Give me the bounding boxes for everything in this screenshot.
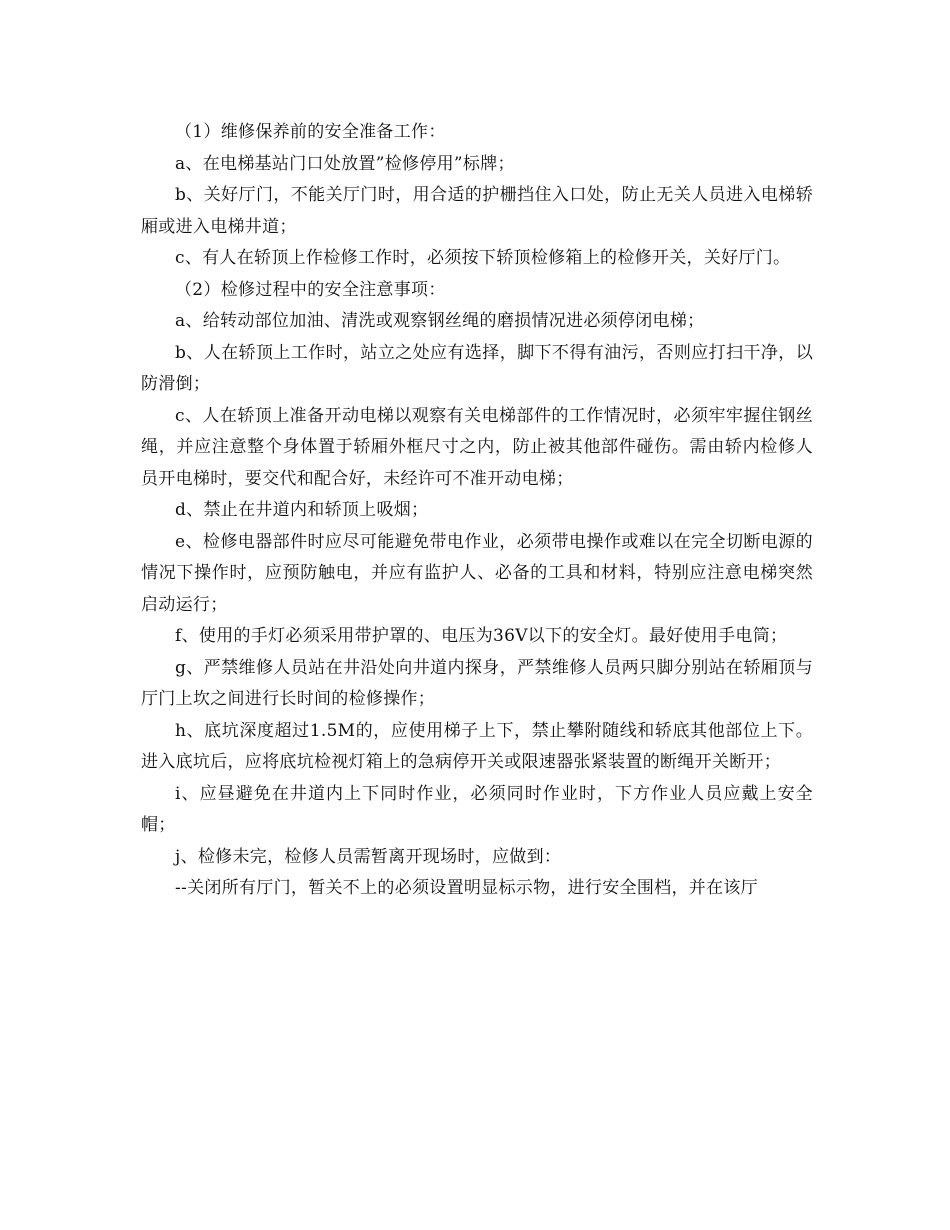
paragraph-item-j: j、检修未完，检修人员需暂离开现场时，应做到： (175, 846, 562, 867)
paragraph-item-a: a、在电梯基站门口处放置”检修停用”标牌； (175, 153, 515, 174)
paragraph-continuation: --关闭所有厅门，暂关不上的必须设置明显标示物，进行安全围档，并在该厅 (175, 878, 758, 898)
section-heading-2: （2）检修过程中的安全注意事项： (175, 279, 446, 300)
paragraph-item-d: d、禁止在井道内和轿顶上吸烟； (175, 500, 429, 520)
paragraph-item-c: c、人在轿顶上准备开动电梯以观察有关电梯部件的工作情况时，必须牢牢握住钢丝绳，并应注意整个身体置于轿厢外框尺寸之内，防止被其他部件碰伤。需由轿内检修人员开电梯时，要交代和配合好，未经许可不准开动电梯； (141, 405, 813, 489)
section-heading-1: （1）维修保养前的安全准备工作： (175, 122, 446, 142)
paragraph-item-b: b、关好厅门，不能关厅门时，用合适的护栅挡住入口处，防止无关人员进入电梯轿厢或进入电梯井道； (141, 185, 813, 237)
paragraph-item-a: a、给转动部位加油、清洗或观察钢丝绳的磨损情况进必须停闭电梯； (175, 311, 705, 331)
document-body (141, 117, 813, 905)
paragraph-item-b: b、人在轿顶上工作时，站立之处应有选择，脚下不得有油污，否则应打扫干净，以防滑倒； (141, 342, 813, 394)
paragraph-item-e: e、检修电器部件时应尽可能避免带电作业，必须带电操作或难以在完全切断电源的情况下操作时，应预防触电，并应有监护人、必备的工具和材料，特别应注意电梯突然启动运行； (141, 531, 813, 615)
paragraph-item-c: c、有人在轿顶上作检修工作时，必须按下轿顶检修箱上的检修开关，关好厅门。 (175, 248, 791, 268)
paragraph-item-f: f、使用的手灯必须采用带护罩的、电压为36V以下的安全灯。最好使用手电筒； (175, 626, 788, 646)
paragraph-item-i: i、应昼避免在井道内上下同时作业，必须同时作业时，下方作业人员应戴上安全帽； (141, 783, 813, 835)
paragraph-item-g: g、严禁维修人员站在井沿处向井道内探身，严禁维修人员两只脚分别站在轿厢顶与厅门上坎之间进行长时间的检修操作； (141, 657, 813, 709)
paragraph-item-h: h、底坑深度超过1.5M的，应使用梯子上下，禁止攀附随线和轿底其他部位上下。进入底坑后，应将底坑检视灯箱上的急病停开关或限速器张紧装置的断绳开关断开； (141, 720, 813, 772)
